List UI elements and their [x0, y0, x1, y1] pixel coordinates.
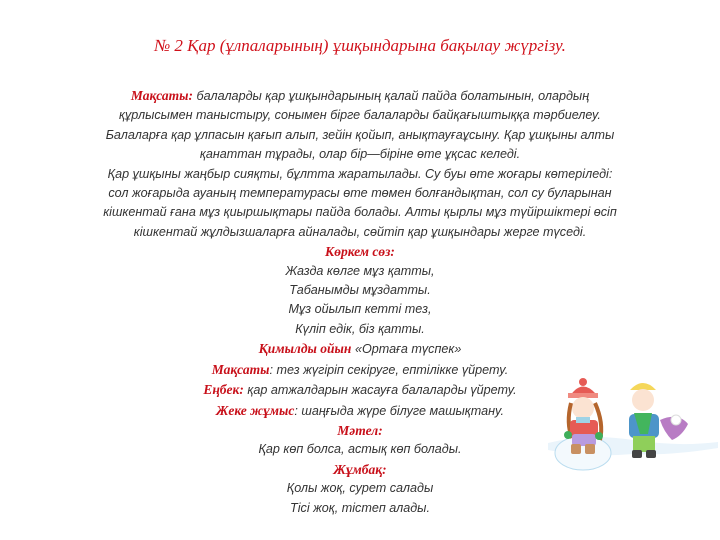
- game-line: Қимылды ойын «Ортаға түспек»: [258, 341, 462, 357]
- riddle-label: Жұмбақ:: [333, 461, 387, 477]
- goal-line-3: қанаттан тұрады, олар бір—біріне өте ұқсас келеді.: [199, 147, 521, 162]
- proverb-label: Мәтел:: [337, 422, 383, 438]
- game-goal-line: Мақсаты: тез жүгіріп секіруге, ептілікке үйрету.: [211, 361, 509, 377]
- goal-line-2: Балаларға қар ұлпасын қағып алып, зейін қойып, анықтауғаұсыну. Қар ұшқыны алты: [105, 127, 615, 142]
- individual-line: Жеке жұмыс: шаңғыда жүре білуге машықтану.: [215, 402, 504, 418]
- goal-line-0: Мақсаты: балаларды қар ұшқындарының қалай пайда болатынын, олардың: [130, 88, 590, 103]
- poem-line: Мұз ойылып кетті тез,: [288, 302, 432, 317]
- goal-label: Мақсаты:: [130, 88, 194, 103]
- riddle-line: Қолы жоқ, сурет салады: [286, 481, 434, 496]
- poem-label: Көркем сөз:: [325, 244, 395, 260]
- children-in-snow-image: [548, 368, 718, 473]
- poem-line: Жазда көлге мұз қатты,: [285, 263, 435, 278]
- goal-line-6: кішкентай ғана мұз қиыршықтары пайда болады. Алты қырлы мұз түйіршіктері өсіп: [103, 205, 617, 220]
- riddle-line: Тісі жоқ, тістеп алады.: [290, 500, 430, 515]
- poem-line: Табанымды мұздатты.: [289, 283, 431, 298]
- poem-line: Күліп едік, біз қатты.: [295, 321, 425, 336]
- labor-line: Еңбек: қар атжалдарын жасауға балаларды үйрету.: [203, 382, 517, 398]
- page-title: № 2 Қар (ұлпаларының) ұшқындарына бақылау жүргізу.: [154, 36, 566, 55]
- goal-line-7: кішкентай жұлдызшаларға айналады, сөйтіп қар ұшқындары жерге түседі.: [133, 224, 587, 239]
- goal-line-1: құрлысымен таныстыру, сонымен бірге балаларды байқағыштыққа тәрбиелеу.: [119, 108, 601, 123]
- proverb-text: Қар көп болса, астық көп болады.: [258, 442, 462, 457]
- goal-line-4: Қар ұшқыны жаңбыр сияқты, бұлтта жаратылады. Су буы өте жоғары көтеріледі:: [107, 166, 613, 181]
- goal-line-5: сол жоғарыда ауаның температурасы өте төмен болғандықтан, сол су буларынан: [108, 186, 612, 201]
